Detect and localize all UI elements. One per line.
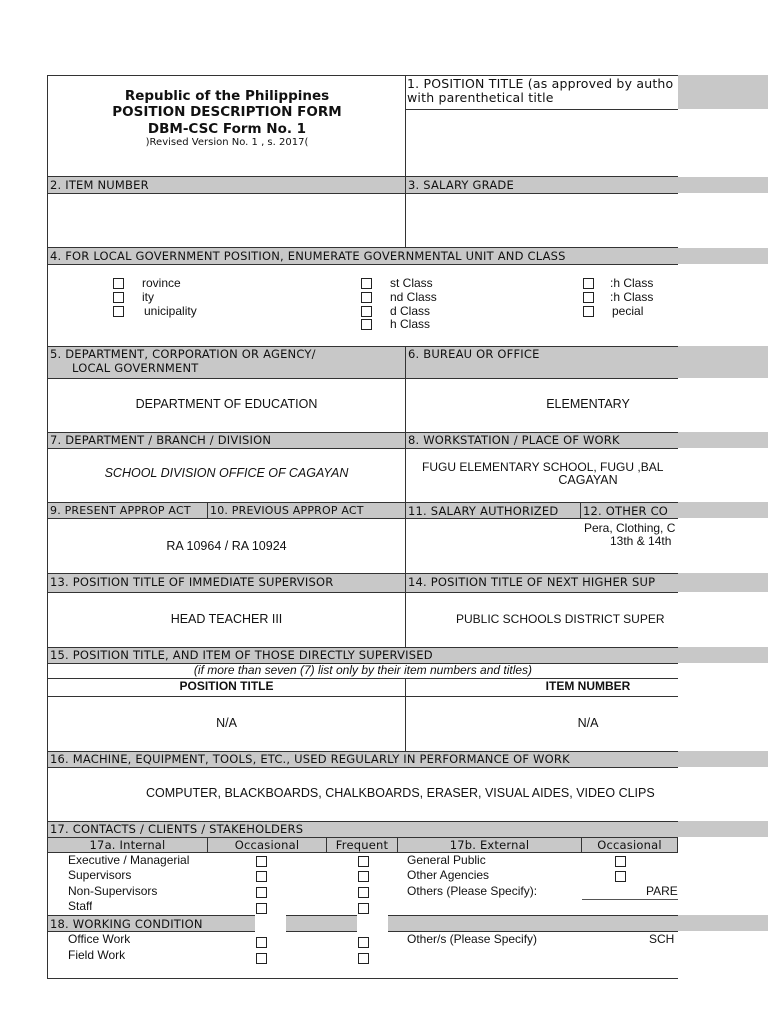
divider: [207, 502, 208, 518]
field-work-label: Field Work: [68, 948, 126, 962]
working-condition-label: 18. WORKING CONDITION: [50, 917, 203, 931]
form-bottom-border: [47, 978, 678, 979]
divider: [47, 448, 678, 449]
office-work-label: Office Work: [68, 932, 131, 946]
divider: [405, 75, 406, 177]
divider: [47, 573, 678, 574]
office-work-frequent-checkbox[interactable]: [358, 937, 369, 948]
other-compensation-value-line2: 13th & 14th: [610, 534, 672, 548]
city-checkbox[interactable]: [113, 292, 124, 303]
special-checkbox[interactable]: [583, 306, 594, 317]
item-number-field[interactable]: [48, 194, 405, 247]
header-form-number: DBM-CSC Form No. 1: [147, 121, 307, 137]
supervisors-occasional-checkbox[interactable]: [256, 871, 267, 882]
contacts-label: 17. CONTACTS / CLIENTS / STAKEHOLDERS: [50, 822, 304, 836]
divider: [405, 109, 678, 110]
gray-strip: [678, 751, 768, 767]
internal-contact-non-supervisors: Non-Supervisors: [68, 884, 158, 898]
gray-strip: [678, 432, 768, 448]
department-sublabel: LOCAL GOVERNMENT: [72, 361, 199, 375]
salary-grade-label: 3. SALARY GRADE: [408, 178, 514, 192]
other-agencies-occasional-checkbox[interactable]: [615, 871, 626, 882]
divider: [405, 573, 406, 647]
workstation-label: 8. WORKSTATION / PLACE OF WORK: [408, 433, 620, 447]
next-higher-supervisor-label: 14. POSITION TITLE OF NEXT HIGHER SUP: [408, 575, 656, 589]
staff-occasional-checkbox[interactable]: [256, 903, 267, 914]
divider: [47, 592, 678, 593]
directly-supervised-label: 15. POSITION TITLE, AND ITEM OF THOSE DIRECTLY SUPERVISED: [50, 648, 433, 662]
supervised-title-value: N/A: [216, 716, 237, 730]
directly-supervised-note: (if more than seven (7) list only by their item numbers and titles): [193, 663, 533, 677]
divider: [405, 502, 406, 573]
first-class-checkbox[interactable]: [361, 278, 372, 289]
divider: [47, 176, 678, 177]
gray-strip: [678, 573, 768, 592]
item-number-label: 2. ITEM NUMBER: [50, 178, 149, 192]
internal-contact-staff: Staff: [68, 899, 93, 913]
non-supervisors-occasional-checkbox[interactable]: [256, 887, 267, 898]
divider: [47, 264, 678, 265]
immediate-supervisor-value: HEAD TEACHER III: [170, 612, 283, 626]
salary-grade-field[interactable]: [406, 194, 678, 247]
present-approp-act-label: 9. PRESENT APPROP ACT: [50, 504, 191, 517]
divider: [47, 518, 678, 519]
field-work-occasional-checkbox[interactable]: [256, 953, 267, 964]
divider: [405, 346, 406, 432]
form-top-border: [47, 75, 678, 76]
general-public-occasional-checkbox[interactable]: [615, 856, 626, 867]
position-title-column-header: POSITION TITLE: [179, 679, 274, 693]
sixth-class-label: :h Class: [610, 290, 654, 304]
gap-frequent: [357, 914, 388, 932]
header-form-title: POSITION DESCRIPTION FORM: [112, 104, 342, 120]
equipment-value: COMPUTER, BLACKBOARDS, CHALKBOARDS, ERASER, VISUAL AIDES, VIDEO CLIPS: [146, 786, 655, 800]
divider: [405, 432, 406, 502]
gray-strip: [678, 75, 768, 109]
divider: [47, 502, 678, 503]
first-class-label: st Class: [390, 276, 433, 290]
working-condition-others-label: Other/s (Please Specify): [407, 932, 538, 946]
branch-division-label: 7. DEPARTMENT / BRANCH / DIVISION: [50, 433, 272, 447]
second-class-label: nd Class: [390, 290, 437, 304]
office-work-occasional-checkbox[interactable]: [256, 937, 267, 948]
position-title-label: 1. POSITION TITLE (as approved by autho: [407, 77, 674, 91]
department-label: 5. DEPARTMENT, CORPORATION OR AGENCY/: [50, 347, 316, 361]
workstation-value-line2: CAGAYAN: [558, 473, 618, 487]
supervised-item-value: N/A: [577, 716, 599, 730]
gray-strip: [678, 248, 768, 264]
external-contact-other-agencies: Other Agencies: [407, 868, 490, 882]
immediate-supervisor-label: 13. POSITION TITLE OF IMMEDIATE SUPERVISOR: [50, 575, 334, 589]
external-others-value: PARE: [646, 884, 678, 898]
external-contact-others: Others (Please Specify):: [407, 884, 538, 898]
gray-strip: [678, 647, 768, 663]
city-label: ity: [142, 290, 154, 304]
position-title-sublabel: with parenthetical title: [407, 91, 554, 105]
divider: [677, 837, 678, 852]
supervisors-frequent-checkbox[interactable]: [358, 871, 369, 882]
frequent-header: Frequent: [335, 838, 389, 852]
header-revision: )Revised Version No. 1 , s. 2017(: [145, 137, 309, 148]
divider: [580, 502, 581, 518]
gray-strip: [678, 502, 768, 518]
item-number-column-header: ITEM NUMBER: [545, 679, 631, 693]
fourth-class-checkbox[interactable]: [361, 319, 372, 330]
bureau-label: 6. BUREAU OR OFFICE: [408, 347, 540, 361]
divider: [47, 767, 678, 768]
gray-strip: [678, 177, 768, 193]
gray-strip: [678, 821, 768, 837]
internal-header: 17a. Internal: [89, 838, 166, 852]
internal-contact-supervisors: Supervisors: [68, 868, 132, 882]
municipality-label: unicipality: [144, 304, 197, 318]
other-compensation-label: 12. OTHER CO: [583, 504, 669, 518]
municipality-checkbox[interactable]: [113, 306, 124, 317]
others-underline: [582, 899, 678, 900]
workstation-value: FUGU ELEMENTARY SCHOOL, FUGU ,BAL: [422, 460, 664, 474]
fifth-class-checkbox[interactable]: [583, 278, 594, 289]
field-work-frequent-checkbox[interactable]: [358, 953, 369, 964]
external-contact-general-public: General Public: [407, 853, 486, 867]
internal-contact-executive: Executive / Managerial: [68, 853, 190, 867]
second-class-checkbox[interactable]: [361, 292, 372, 303]
salary-authorized-label: 11. SALARY AUTHORIZED: [408, 504, 559, 518]
staff-frequent-checkbox[interactable]: [358, 903, 369, 914]
equipment-label: 16. MACHINE, EQUIPMENT, TOOLS, ETC., USED REGULARLY IN PERFORMANCE OF WORK: [50, 752, 570, 766]
occasional-header-external: Occasional: [597, 838, 662, 852]
bureau-value: ELEMENTARY: [546, 397, 630, 411]
fourth-class-label: h Class: [390, 317, 431, 331]
province-checkbox[interactable]: [113, 278, 124, 289]
occasional-header: Occasional: [234, 838, 300, 852]
non-supervisors-frequent-checkbox[interactable]: [358, 887, 369, 898]
working-condition-others-value: SCH: [649, 932, 675, 946]
fifth-class-label: :h Class: [610, 276, 654, 290]
executive-occasional-checkbox[interactable]: [256, 856, 267, 867]
third-class-checkbox[interactable]: [361, 306, 372, 317]
divider: [47, 247, 678, 248]
header-republic: Republic of the Philippines: [124, 88, 330, 104]
special-label: pecial: [612, 304, 644, 318]
lgu-class-label: 4. FOR LOCAL GOVERNMENT POSITION, ENUMERATE GOVERNMENTAL UNIT AND CLASS: [50, 249, 566, 263]
department-value: DEPARTMENT OF EDUCATION: [135, 397, 318, 411]
gray-strip: [678, 346, 768, 378]
other-compensation-value: Pera, Clothing, C: [584, 521, 676, 535]
divider: [47, 378, 678, 379]
approp-act-value: RA 10964 / RA 10924: [166, 539, 287, 553]
gray-strip: [678, 915, 768, 931]
next-higher-supervisor-value: PUBLIC SCHOOLS DISTRICT SUPER: [456, 612, 665, 626]
external-header: 17b. External: [449, 838, 530, 852]
third-class-label: d Class: [390, 304, 431, 318]
branch-division-value: SCHOOL DIVISION OFFICE OF CAGAYAN: [104, 466, 349, 480]
sixth-class-checkbox[interactable]: [583, 292, 594, 303]
previous-approp-act-label: 10. PREVIOUS APPROP ACT: [210, 504, 364, 517]
province-label: rovince: [142, 276, 181, 290]
executive-frequent-checkbox[interactable]: [358, 856, 369, 867]
gap-occasional: [255, 914, 286, 932]
divider: [47, 696, 678, 697]
